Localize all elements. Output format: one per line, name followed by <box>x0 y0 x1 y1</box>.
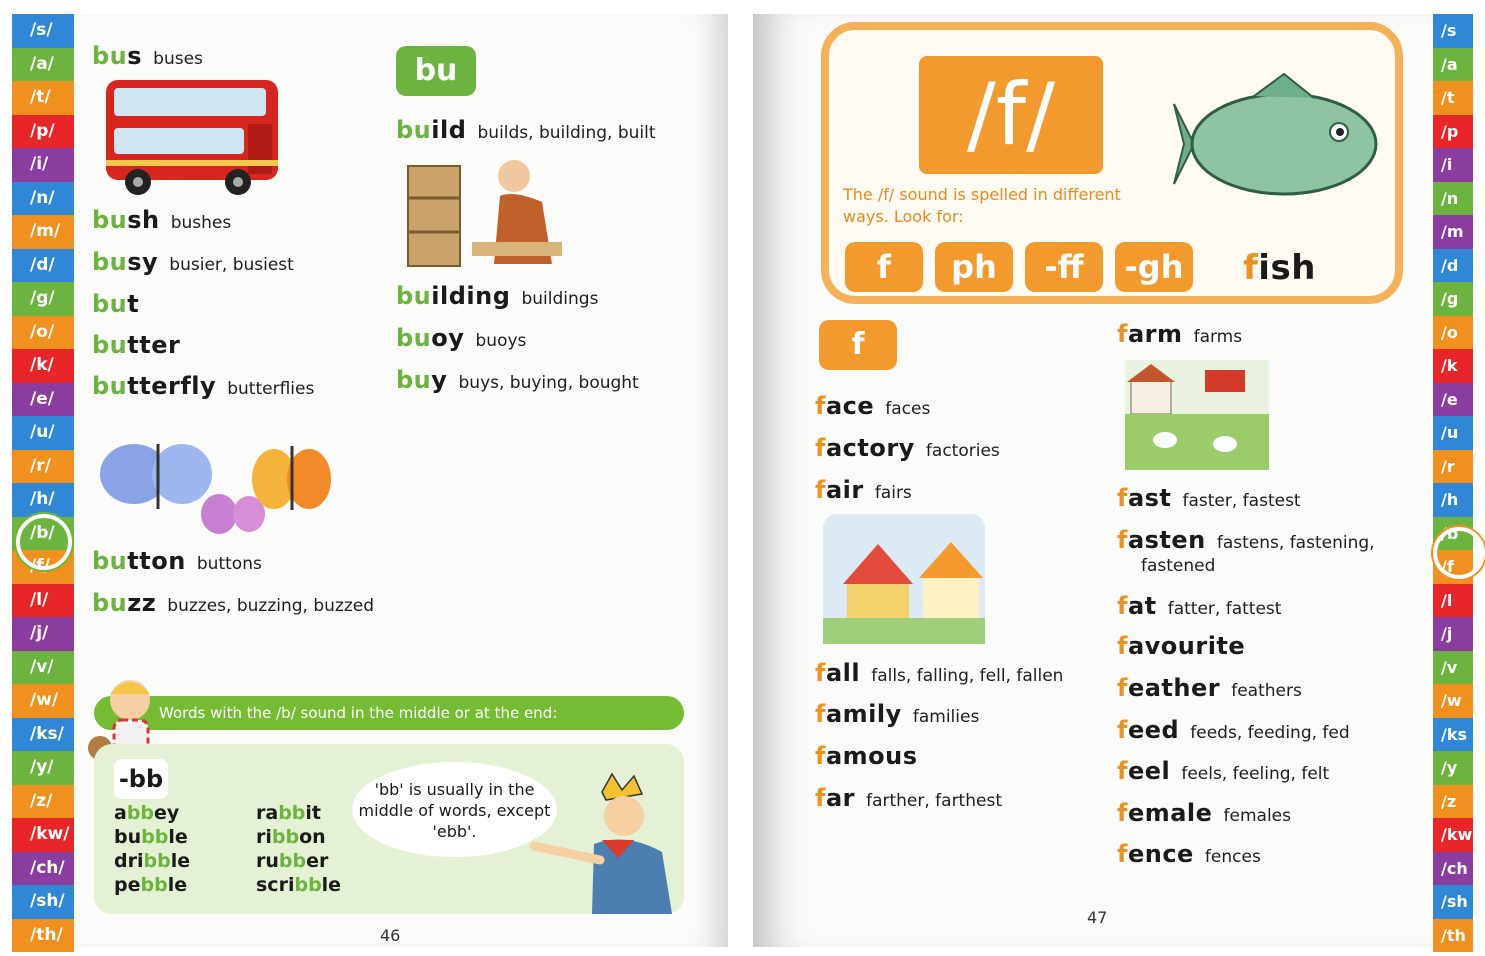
entry-feel: feel feels, feeling, felt <box>1117 757 1330 785</box>
entry-female: female females <box>1117 799 1291 827</box>
sound-box-bu: bu <box>396 46 476 96</box>
red-bus-illustration <box>98 72 288 198</box>
sound-index-tab[interactable]: /f <box>1433 550 1473 584</box>
entry-buoy: buoy buoys <box>396 324 527 352</box>
entry-but: but <box>92 290 140 318</box>
entry-fat: fat fatter, fattest <box>1117 592 1282 620</box>
man-building-shelf-illustration <box>402 146 562 276</box>
bb-word: abbey <box>114 802 180 824</box>
sound-index-tab[interactable]: /t <box>1433 81 1473 115</box>
spelling-f: f <box>845 242 923 292</box>
sound-index-tab[interactable]: /y <box>1433 751 1473 785</box>
sound-index-tab[interactable]: /t/ <box>12 81 74 115</box>
entry-fence: fence fences <box>1117 840 1261 868</box>
sound-index-tab[interactable]: /k <box>1433 349 1473 383</box>
sound-index-tab[interactable]: /m/ <box>12 215 74 249</box>
sound-index-tab[interactable]: /v/ <box>12 651 74 685</box>
entry-butterfly: butterfly butterflies <box>92 372 315 400</box>
entry-family: family families <box>815 700 980 728</box>
sound-index-tab[interactable]: /s <box>1433 14 1473 48</box>
page-number-left: 46 <box>380 926 401 945</box>
entry-buy: buy buys, buying, bought <box>396 366 639 394</box>
sound-index-tab[interactable]: /b/ <box>12 517 74 551</box>
sound-box-f: f <box>819 320 897 370</box>
sound-index-tab[interactable]: /l <box>1433 584 1473 618</box>
entry-buzz: buzz buzzes, buzzing, buzzed <box>92 589 375 617</box>
sound-index-tab[interactable]: /sh/ <box>12 885 74 919</box>
sound-index-tab[interactable]: /f/ <box>12 550 74 584</box>
bb-word: rabbit <box>256 802 322 824</box>
sound-index-tab[interactable]: /g <box>1433 282 1473 316</box>
entry-famous: famous <box>815 742 918 770</box>
funfair-illustration <box>823 514 985 644</box>
sound-index-tab[interactable]: /r <box>1433 450 1473 484</box>
sound-index-tab[interactable]: /kw <box>1433 818 1473 852</box>
sound-index-tab[interactable]: /ks <box>1433 718 1473 752</box>
entry-bush: bush bushes <box>92 206 232 234</box>
bb-word: bubble <box>114 826 188 848</box>
sound-index-tab[interactable]: /z <box>1433 785 1473 819</box>
sound-index-tab[interactable]: /n <box>1433 182 1473 216</box>
big-sound-f: /f/ <box>919 56 1103 174</box>
entry-bus: bus buses <box>92 42 203 70</box>
sound-index-tab[interactable]: /a/ <box>12 48 74 82</box>
sound-index-tabs-left <box>12 14 74 952</box>
sound-index-tab[interactable]: /i <box>1433 148 1473 182</box>
sound-index-tab[interactable]: /h/ <box>12 483 74 517</box>
sound-index-tab[interactable]: /ks/ <box>12 718 74 752</box>
left-page <box>12 14 728 947</box>
entry-fasten: fasten fastens, fastening, <box>1117 526 1375 554</box>
sound-index-tab[interactable]: /j <box>1433 617 1473 651</box>
entry-button: button buttons <box>92 547 262 575</box>
entry-feather: feather feathers <box>1117 674 1302 702</box>
bb-rule-speech-bubble: 'bb' is usually in the middle of words, except 'ebb'. <box>352 762 557 857</box>
sound-index-tab[interactable]: /k/ <box>12 349 74 383</box>
entry-fall: fall falls, falling, fell, fallen <box>815 659 1064 687</box>
spelling-ph: ph <box>935 242 1013 292</box>
sound-index-tab[interactable]: /th <box>1433 919 1473 953</box>
f-sound-spellings-panel <box>821 22 1403 304</box>
sound-index-tab[interactable]: /p/ <box>12 115 74 149</box>
entry-far: far farther, farthest <box>815 784 1002 812</box>
page-number-right: 47 <box>1087 908 1108 927</box>
entry-farm: farm farms <box>1117 320 1243 348</box>
sound-index-tab[interactable]: /w/ <box>12 684 74 718</box>
active-tab-b-highlight <box>16 514 72 570</box>
sound-index-tab[interactable]: /b <box>1433 517 1473 551</box>
sound-index-tab[interactable]: /e/ <box>12 383 74 417</box>
sound-index-tab[interactable]: /l/ <box>12 584 74 618</box>
entry-fair: fair fairs <box>815 476 912 504</box>
sound-index-tab[interactable]: /j/ <box>12 617 74 651</box>
entry-fast: fast faster, fastest <box>1117 484 1301 512</box>
sound-index-tab[interactable]: /n/ <box>12 182 74 216</box>
fish-label: fish <box>1243 248 1316 288</box>
sound-index-tab[interactable]: /a <box>1433 48 1473 82</box>
entry-busy: busy busier, busiest <box>92 248 294 276</box>
sound-index-tab[interactable]: /u <box>1433 416 1473 450</box>
active-tab-f-highlight <box>1433 527 1485 579</box>
butterflies-illustration <box>94 414 334 544</box>
sound-index-tab[interactable]: /d <box>1433 249 1473 283</box>
sound-index-tab[interactable]: /r/ <box>12 450 74 484</box>
bb-word: ribbon <box>256 826 326 848</box>
sound-index-tab[interactable]: /th/ <box>12 919 74 953</box>
sound-index-tab[interactable]: /i/ <box>12 148 74 182</box>
sound-index-tab[interactable]: /w <box>1433 684 1473 718</box>
sound-index-tab[interactable]: /o <box>1433 316 1473 350</box>
middle-end-words-heading: Words with the /b/ sound in the middle or at the end: <box>94 696 684 730</box>
sound-index-tab[interactable]: /g/ <box>12 282 74 316</box>
entry-build: build builds, building, built <box>396 116 656 144</box>
right-page <box>753 14 1473 947</box>
sound-index-tab[interactable]: /ch/ <box>12 852 74 886</box>
entry-feed: feed feeds, feeding, fed <box>1117 716 1350 744</box>
sound-index-tab[interactable]: /z/ <box>12 785 74 819</box>
sound-index-tab[interactable]: /kw/ <box>12 818 74 852</box>
sound-index-tabs-right <box>1433 14 1473 952</box>
entry-favourite: favourite <box>1117 632 1246 660</box>
sound-index-tab[interactable]: /y/ <box>12 751 74 785</box>
sound-index-tab[interactable]: /v <box>1433 651 1473 685</box>
bb-spelling-tag: -bb <box>114 759 168 799</box>
sound-index-tab[interactable]: /ch <box>1433 852 1473 886</box>
entry-building: building buildings <box>396 282 599 310</box>
entry-butter: butter <box>92 331 181 359</box>
farm-illustration <box>1125 360 1269 470</box>
sound-index-tab[interactable]: /e <box>1433 383 1473 417</box>
bb-word: rubber <box>256 850 329 872</box>
king-pointing-illustration <box>522 774 687 914</box>
fish-illustration <box>1174 74 1389 209</box>
bb-word: dribble <box>114 850 191 872</box>
sound-index-tab[interactable]: /u/ <box>12 416 74 450</box>
entry-fasten-continued: fastened <box>1141 556 1216 576</box>
sound-index-tab[interactable]: /d/ <box>12 249 74 283</box>
sound-index-tab[interactable]: /p <box>1433 115 1473 149</box>
spelling-intro-text: The /f/ sound is spelled in different ways. Look for: <box>843 185 1121 226</box>
bb-word: scribble <box>256 874 342 896</box>
sound-index-tab[interactable]: /h <box>1433 483 1473 517</box>
sound-index-tab[interactable]: /o/ <box>12 316 74 350</box>
spelling-gh: -gh <box>1115 242 1193 292</box>
sound-index-tab[interactable]: /m <box>1433 215 1473 249</box>
sound-index-tab[interactable]: /s/ <box>12 14 74 48</box>
entry-factory: factory factories <box>815 434 1000 462</box>
spelling-ff: -ff <box>1025 242 1103 292</box>
sound-index-tab[interactable]: /sh <box>1433 885 1473 919</box>
bb-word: pebble <box>114 874 188 896</box>
entry-face: face faces <box>815 392 931 420</box>
